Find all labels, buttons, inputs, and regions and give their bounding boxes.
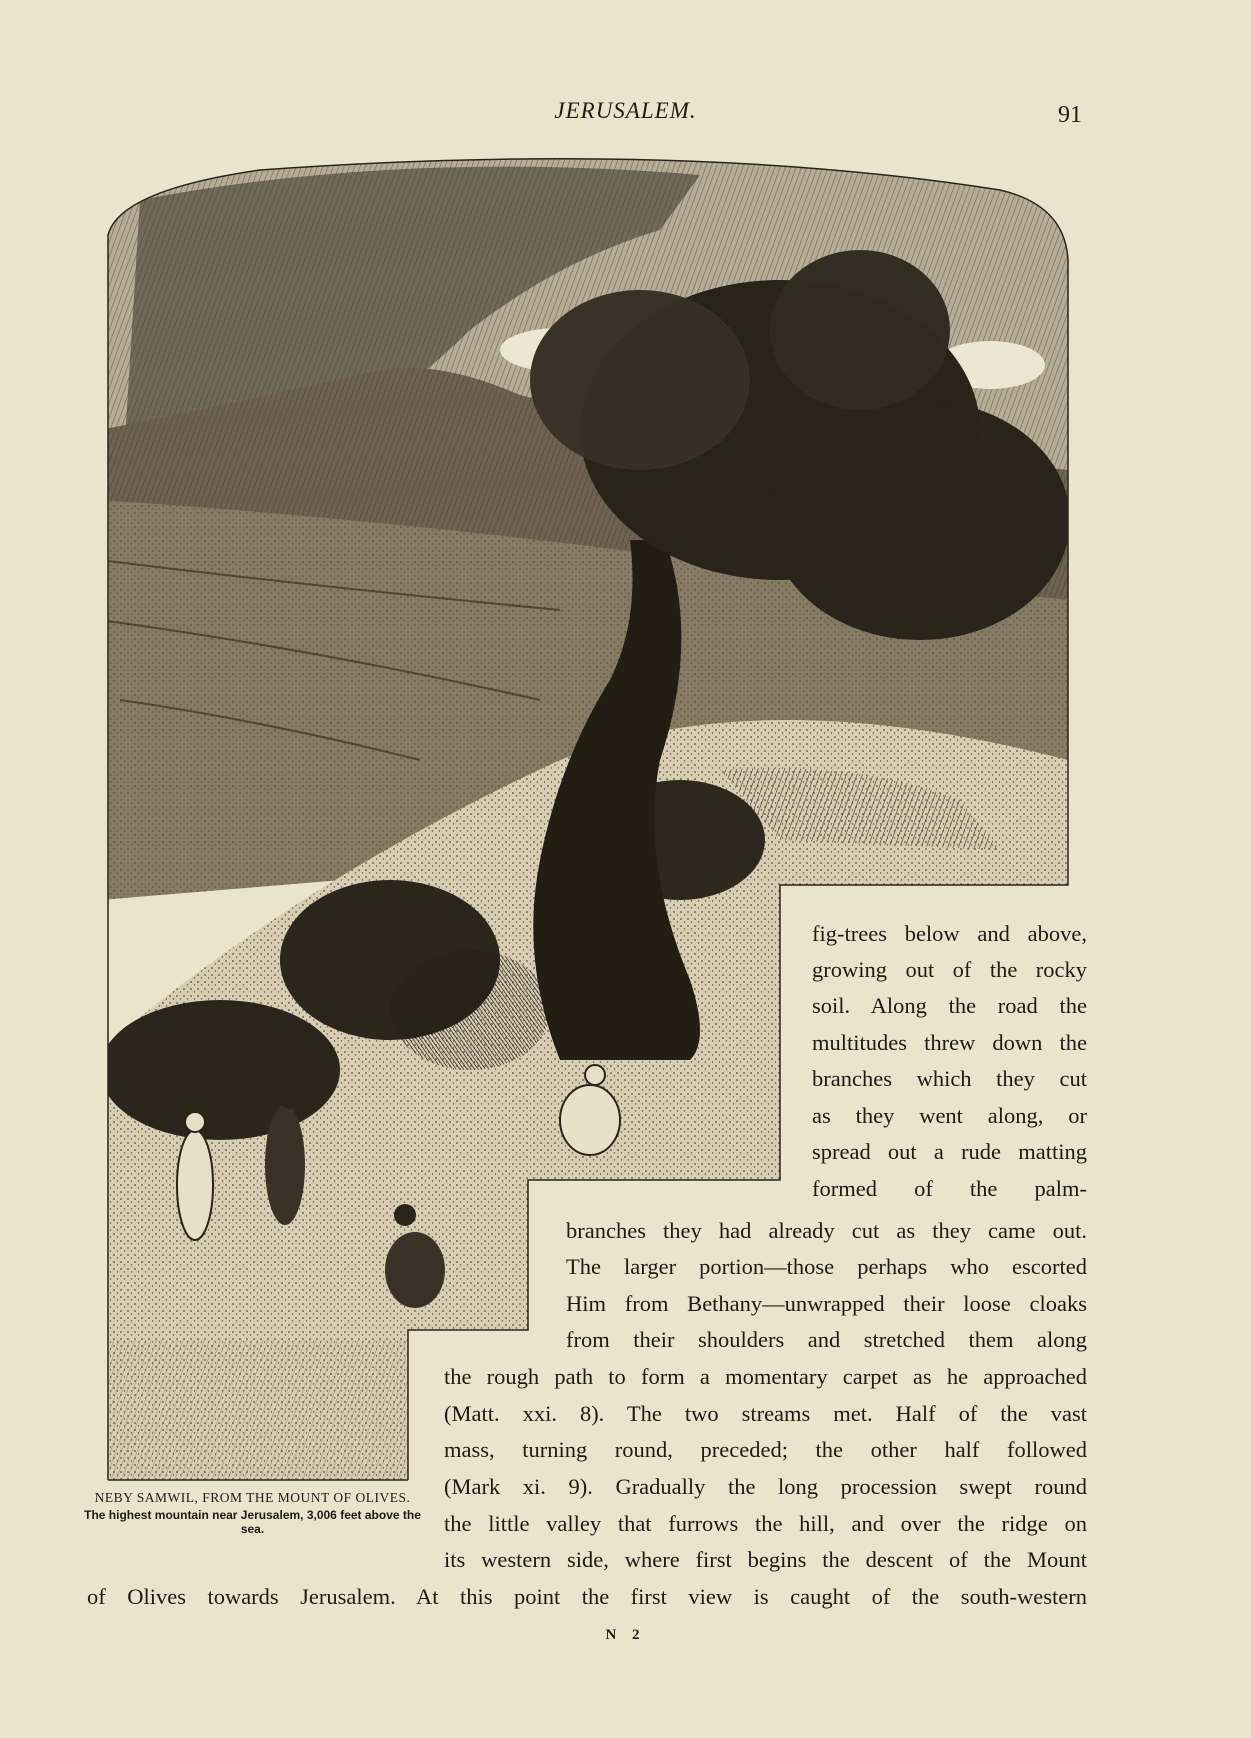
text-line: soil. Along the road the xyxy=(812,993,1087,1018)
text-line: formed of the palm- xyxy=(812,1176,1087,1201)
text-line: Him from Bethany—unwrapped their loose cloaks xyxy=(566,1291,1087,1316)
text-line: (Mark xi. 9). Gradually the long procession swept round xyxy=(444,1474,1087,1499)
illustration-caption xyxy=(80,1490,425,1536)
text-line: the little valley that furrows the hill, and over the ridge on xyxy=(444,1511,1087,1536)
caption-subtitle: The highest mountain near Jerusalem, 3,006 feet above the sea. xyxy=(84,1508,421,1536)
text-line: branches which they cut xyxy=(812,1066,1087,1091)
text-line: as they went along, or xyxy=(812,1103,1087,1128)
running-head: JERUSALEM. xyxy=(554,98,697,123)
text-line: The larger portion—those perhaps who escorted xyxy=(566,1254,1087,1279)
text-line: growing out of the rocky xyxy=(812,957,1087,982)
text-line: its western side, where first begins the descent of the Mount xyxy=(444,1547,1087,1572)
page-number: 91 xyxy=(1058,102,1082,128)
text-line: spread out a rude matting xyxy=(812,1139,1087,1164)
text-line: mass, turning round, preceded; the other half followed xyxy=(444,1437,1087,1462)
text-line: from their shoulders and stretched them along xyxy=(566,1327,1087,1352)
text-line: fig-trees below and above, xyxy=(812,921,1087,946)
text-line: of Olives towards Jerusalem. At this point the first view is caught of the south-western xyxy=(87,1584,1087,1609)
signature-mark: N 2 xyxy=(605,1627,646,1643)
text-line: multitudes threw down the xyxy=(812,1030,1087,1055)
text-line: the rough path to form a momentary carpet as he approached xyxy=(444,1364,1087,1389)
caption-title: NEBY SAMWIL, FROM THE MOUNT OF OLIVES. xyxy=(94,1490,411,1505)
text-line: branches they had already cut as they came out. xyxy=(566,1218,1087,1243)
text-line: (Matt. xxi. 8). The two streams met. Half of the vast xyxy=(444,1401,1087,1426)
